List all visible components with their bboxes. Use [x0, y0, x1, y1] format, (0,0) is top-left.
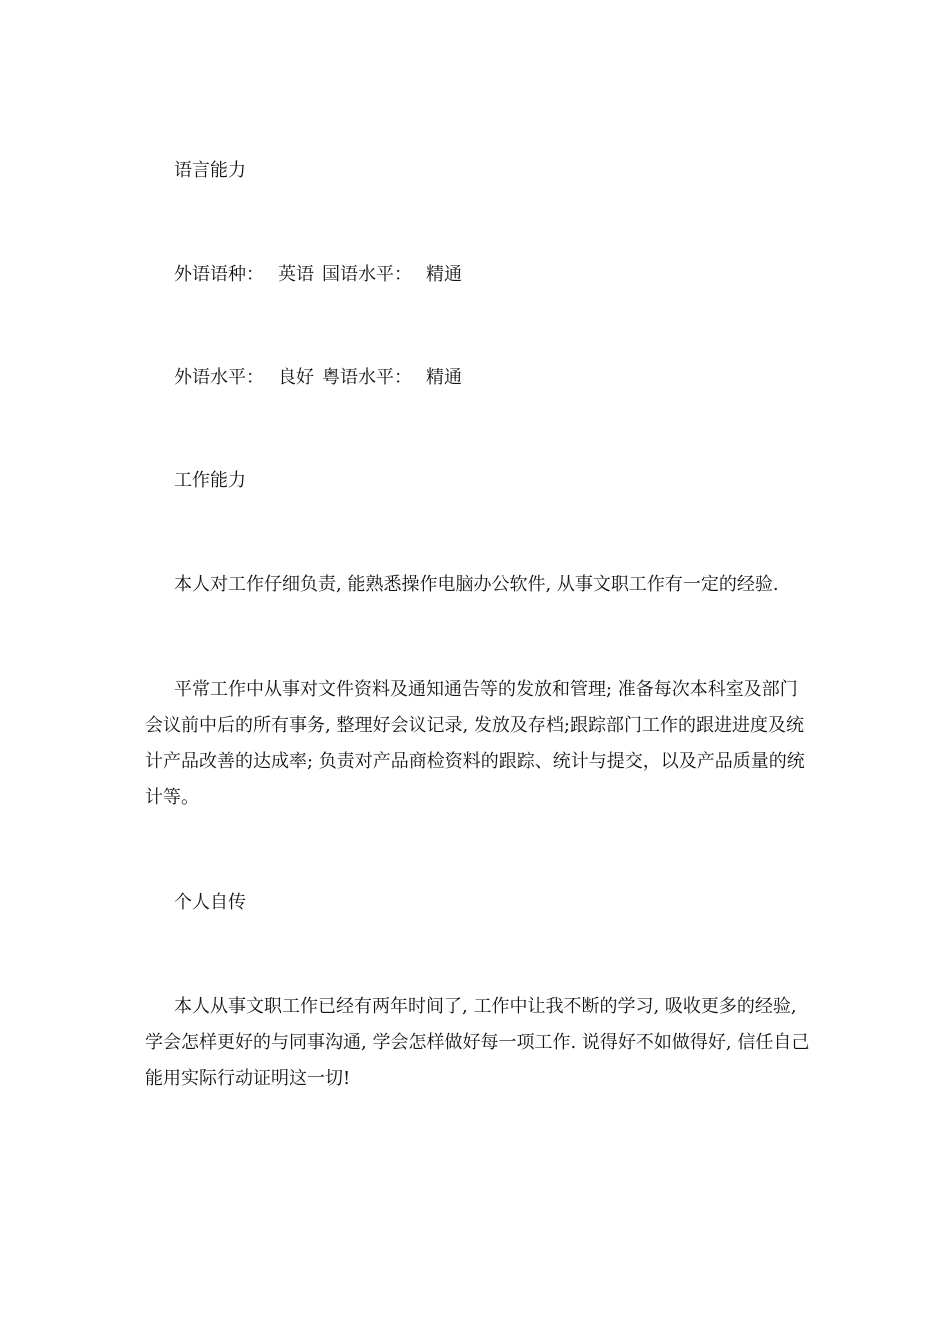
language-row-1	[174, 263, 462, 287]
work-paragraph-2: 平常工作中从事对文件资料及通知通告等的发放和管理; 准备每次本科室及部门会议前中后的所有事务, 整理好会议记录, 发放及存档;跟踪部门工作的跟进进度及统计产品改善的达成率; 负责对产品商检资料的跟踪、统计与提交，以及产品质量的统计等。	[145, 679, 805, 808]
section-heading-language: 语言能力	[174, 160, 246, 181]
cantonese-value: 精通	[426, 367, 462, 388]
section-heading-work: 工作能力	[174, 470, 246, 491]
foreign-level-value: 良好	[278, 367, 314, 388]
foreign-language-label: 外语语种：	[174, 264, 264, 285]
mandarin-label: 国语水平：	[322, 264, 412, 285]
section-heading-bio: 个人自传	[174, 892, 246, 913]
cantonese-label: 粤语水平：	[322, 367, 412, 388]
foreign-language-value: 英语	[278, 264, 314, 285]
language-row-2	[174, 366, 462, 390]
mandarin-value: 精通	[426, 264, 462, 285]
foreign-level-label: 外语水平：	[174, 367, 264, 388]
work-paragraph-1: 本人对工作仔细负责, 能熟悉操作电脑办公软件, 从事文职工作有一定的经验.	[174, 574, 779, 595]
bio-paragraph: 本人从事文职工作已经有两年时间了, 工作中让我不断的学习, 吸收更多的经验, 学会怎样更好的与同事沟通, 学会怎样做好每一项工作. 说得好不如做得好, 信任自己能用实际行动证明这一切!	[145, 996, 810, 1089]
